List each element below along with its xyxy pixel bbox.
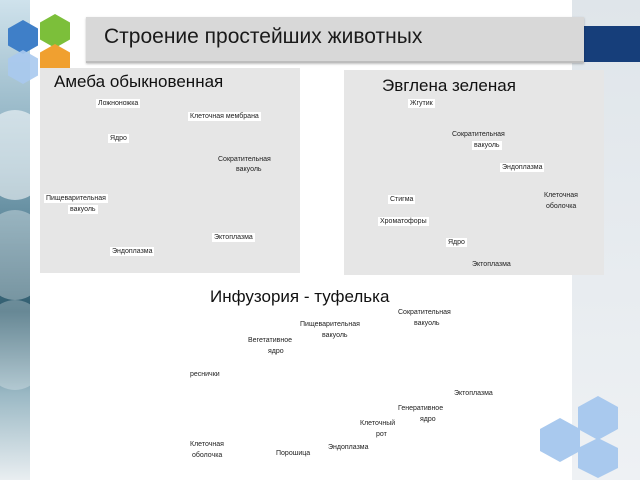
paramecium-label-ectoplasm: Эктоплазма	[454, 390, 493, 397]
euglena-label-chromatophores: Хроматофоры	[380, 218, 427, 225]
paramecium-label-contractile-1: Сократительная	[398, 309, 451, 316]
paramecium-label-contractile-2: вакуоль	[414, 320, 440, 327]
euglena-label-ectoplasm: Эктоплазма	[472, 261, 511, 268]
euglena-panel	[344, 70, 604, 275]
wave-shape	[0, 210, 30, 300]
paramecium-label-digestive-2: вакуоль	[322, 332, 348, 339]
paramecium-label-generative-1: Генеративное	[398, 405, 444, 412]
slide-title: Строение простейших животных	[104, 25, 423, 48]
euglena-label-cellmembrane-1: Клеточная	[544, 192, 578, 199]
euglena-label-nucleus: Ядро	[448, 239, 465, 246]
amoeba-label-digestive-1: Пищеварительная	[46, 195, 106, 202]
euglena-label-eyespot: Стигма	[390, 196, 414, 203]
wave-shape	[0, 300, 30, 390]
hexagon-green-icon	[40, 14, 70, 48]
amoeba-label-ectoplasm: Эктоплазма	[214, 234, 253, 241]
amoeba-label-nucleus: Ядро	[110, 135, 127, 142]
paramecium-label-cilia: реснички	[190, 371, 220, 378]
paramecium-label-vegetative-2: ядро	[268, 348, 284, 355]
paramecium-label-generative-2: ядро	[420, 416, 436, 423]
euglena-label-flagellum: Жгутик	[410, 100, 433, 107]
paramecium-label-digestive-1: Пищеварительная	[300, 321, 360, 328]
euglena-label-contractile-1: Сократительная	[452, 131, 505, 138]
paramecium-label-shell-1: Клеточная	[190, 441, 224, 448]
euglena-label-contractile-2: вакуоль	[474, 142, 500, 149]
paramecium-label-vegetative-1: Вегетативное	[248, 337, 292, 344]
euglena-title: Эвглена зеленая	[382, 76, 516, 95]
amoeba-label-contractile-2: вакуоль	[236, 166, 262, 173]
amoeba-label-digestive-2: вакуоль	[70, 206, 96, 213]
paramecium-label-powder: Порошица	[276, 450, 311, 457]
paramecium-title: Инфузория - туфелька	[210, 287, 390, 306]
amoeba-label-endoplasm: Эндоплазма	[112, 248, 153, 255]
amoeba-title: Амеба обыкновенная	[54, 72, 224, 91]
title-bar	[86, 17, 584, 63]
paramecium-label-endoplasm: Эндоплазма	[328, 444, 369, 451]
wave-shape	[0, 110, 30, 200]
amoeba-label-contractile-1: Сократительная	[218, 156, 271, 163]
paramecium-label-shell-2: оболочка	[192, 452, 223, 459]
paramecium-label-cellmouth-2: рот	[376, 431, 387, 438]
amoeba-label-pseudopodia: Ложноножка	[98, 100, 139, 107]
euglena-label-endoplasm: Эндоплазма	[502, 164, 543, 171]
amoeba-panel	[40, 68, 300, 273]
paramecium-label-cellmouth-1: Клеточный	[360, 420, 396, 427]
amoeba-label-membrane: Клеточная мембрана	[190, 113, 259, 120]
euglena-label-cellmembrane-2: оболочка	[546, 203, 577, 210]
